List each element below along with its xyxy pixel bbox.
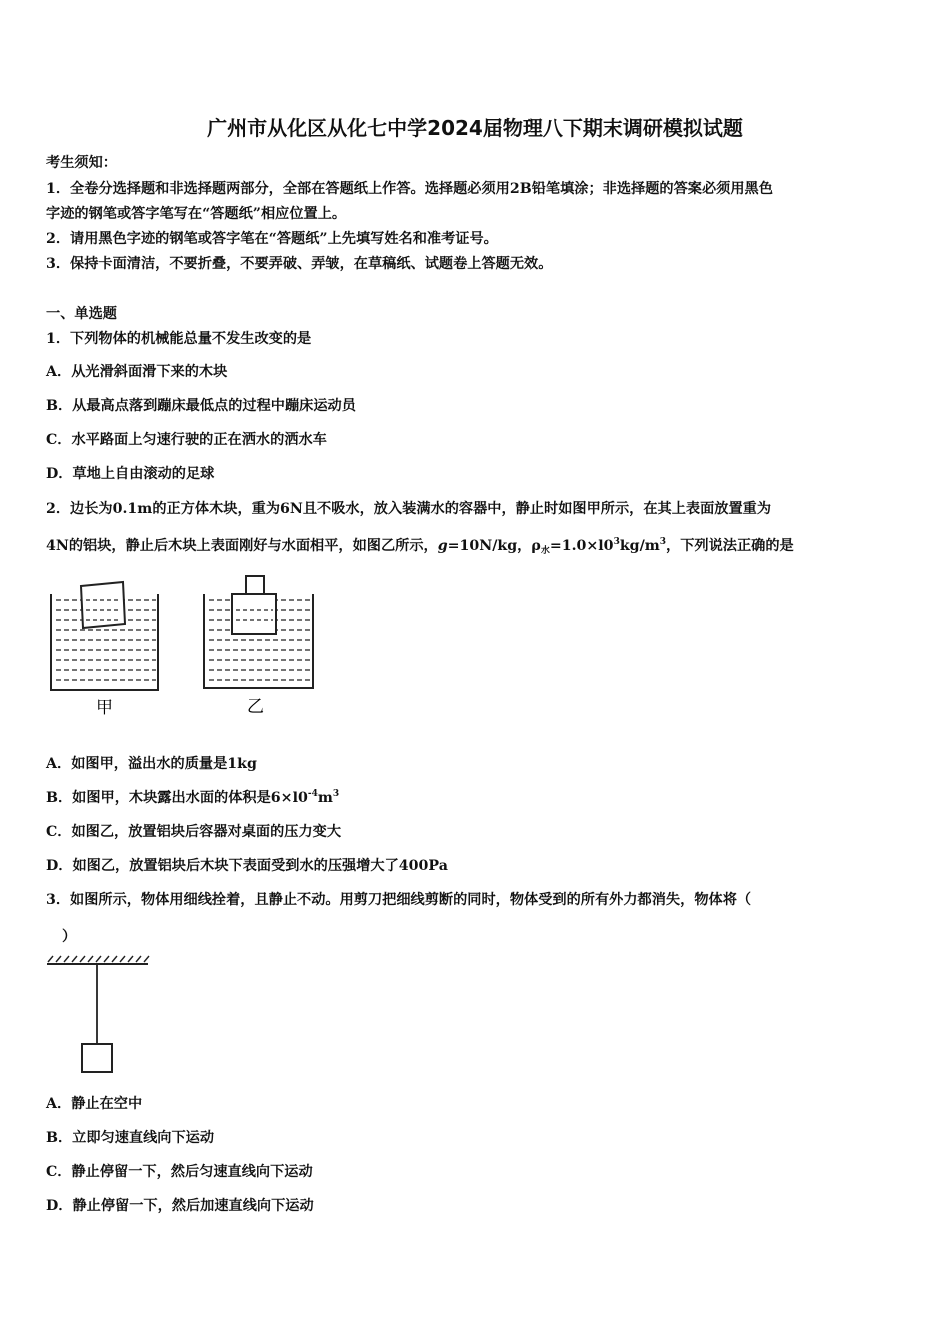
q2-stem-text: 4N的铝块，静止后木块上表面刚好与水面相平，如图乙所示， <box>46 538 438 554</box>
q2-option-d: D．如图乙，放置铝块后木块下表面受到水的压强增大了400Pa <box>46 858 448 874</box>
gravity-value: =10N/kg， <box>447 538 532 554</box>
gravity-symbol: g <box>437 538 448 554</box>
q1-option-d: D．草地上自由滚动的足球 <box>46 466 215 482</box>
q3-option-a: A．静止在空中 <box>46 1096 143 1112</box>
q3-stem-line-2: ） <box>62 929 77 945</box>
q2-option-b-unit-exponent: 3 <box>332 789 340 799</box>
q2-stem-line-1: 2．边长为0.1m的正方体木块，重为6N且不吸水，放入装满水的容器中，静止时如图甲所示，在其上表面放置重为 <box>46 501 772 517</box>
density-symbol: ρ <box>531 538 541 554</box>
q2-stem-line-2 <box>46 535 794 555</box>
q2-option-b-text: B．如图甲，木块露出水面的体积是6×l0 <box>46 790 308 806</box>
page-title: 广州市从化区从化七中学2024届物理八下期末调研模拟试题 <box>207 116 743 140</box>
q1-stem: 1．下列物体的机械能总量不发生改变的是 <box>46 331 312 347</box>
figure-jia-label: 甲 <box>96 698 113 718</box>
notice-heading: 考生须知： <box>46 155 117 171</box>
q2-option-b <box>46 787 339 807</box>
section-heading: 一、单选题 <box>46 306 117 322</box>
notice-line-1a: 1．全卷分选择题和非选择题两部分，全部在答题纸上作答。选择题必须用2B铅笔填涂；非选择题的答案必须用黑色 <box>46 181 773 197</box>
q3-option-b: B．立即匀速直线向下运动 <box>46 1130 215 1146</box>
notice-line-2: 2．请用黑色字迹的钢笔或答字笔在“答题纸”上先填写姓名和准考证号。 <box>46 231 498 247</box>
notice-line-3: 3．保持卡面清洁，不要折叠，不要弄破、弄皱，在草稿纸、试题卷上答题无效。 <box>46 256 553 272</box>
figure-yi-label: 乙 <box>247 697 264 717</box>
figure-jia <box>48 578 163 718</box>
q3-stem-line-1: 3．如图所示，物体用细线拴着，且静止不动。用剪刀把细线剪断的同时，物体受到的所有外力都消失，物体将（ <box>46 892 752 908</box>
density-subscript: 水 <box>540 546 550 556</box>
density-unit-exponent: 3 <box>659 537 667 547</box>
notice-line-1b: 字迹的钢笔或答字笔写在“答题纸”相应位置上。 <box>46 206 347 222</box>
q1-option-a: A．从光滑斜面滑下来的木块 <box>46 364 228 380</box>
q3-option-c: C．静止停留一下，然后匀速直线向下运动 <box>46 1164 313 1180</box>
q1-option-b: B．从最高点落到蹦床最低点的过程中蹦床运动员 <box>46 398 356 414</box>
q3-option-d: D．静止停留一下，然后加速直线向下运动 <box>46 1198 314 1214</box>
density-value: =1.0×l0 <box>549 538 614 554</box>
q1-option-c: C．水平路面上匀速行驶的正在洒水的洒水车 <box>46 432 327 448</box>
density-exponent: 3 <box>613 537 620 547</box>
q2-option-c: C．如图乙，放置铝块后容器对桌面的压力变大 <box>46 824 342 840</box>
figure-hanging-block <box>44 952 154 1077</box>
q2-option-a: A．如图甲，溢出水的质量是1kg <box>46 756 257 772</box>
q2-stem-end: ，下列说法正确的是 <box>666 538 794 554</box>
figure-yi <box>201 572 321 718</box>
density-unit: kg/m <box>619 538 660 554</box>
q2-option-b-unit: m <box>317 790 333 806</box>
q2-option-b-exponent: -4 <box>307 789 318 799</box>
